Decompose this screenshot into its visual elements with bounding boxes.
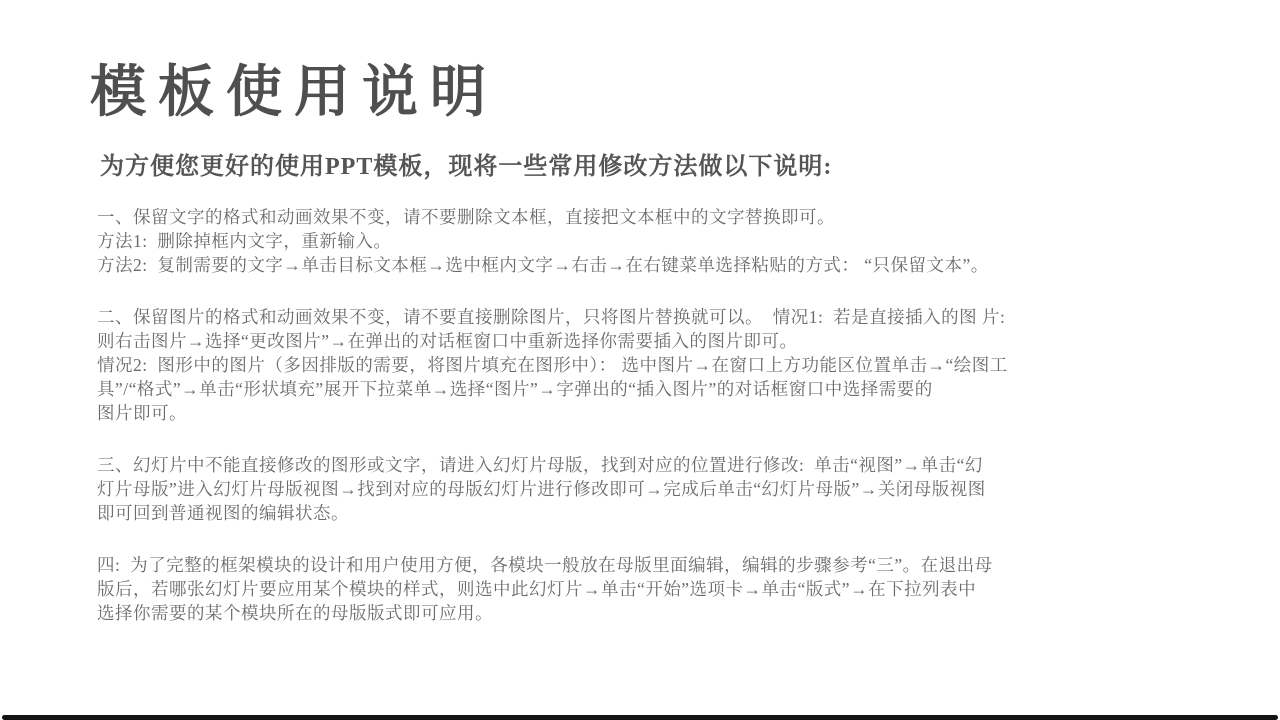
slide-subtitle: 为方便您更好的使用PPT模板，现将一些常用修改方法做以下说明:: [100, 154, 833, 180]
paragraph-line: 具”/“格式”→单击“形状填充”展开下拉菜单→选择“图片”→字弹出的“插入图片”的对话框窗口中选择需要的: [97, 379, 933, 399]
paragraph-line: 即可回到普通视图的编辑状态。: [97, 503, 349, 523]
paragraph-line: 二、保留图片的格式和动画效果不变，请不要直接删除图片，只将图片替换就可以。 情况1: 若是直接插入的图 片:: [97, 307, 1006, 327]
instruction-paragraph-4: [97, 553, 1189, 625]
paragraph-line: 图片即可。: [97, 403, 187, 423]
paragraph-line: 灯片母版”进入幻灯片母版视图→找到对应的母版幻灯片进行修改即可→完成后单击“幻灯片母版”→关闭母版视图: [97, 479, 986, 499]
paragraph-line: 一、保留文字的格式和动画效果不变，请不要删除文本框，直接把文本框中的文字替换即可。: [97, 207, 835, 227]
instruction-paragraph-1: [97, 205, 1189, 277]
paragraph-line: 版后，若哪张幻灯片要应用某个模块的样式，则选中此幻灯片→单击“开始”选项卡→单击“版式”→在下拉列表中: [97, 579, 977, 599]
paragraph-line: 方法1: 删除掉框内文字，重新输入。: [97, 231, 392, 251]
paragraph-line: 方法2: 复制需要的文字→单击目标文本框→选中框内文字→右击→在右键菜单选择粘贴的方式： “只保留文本”。: [97, 255, 989, 275]
instruction-paragraph-2: [97, 305, 1189, 425]
instruction-paragraph-3: [97, 453, 1189, 525]
paragraph-line: 则右击图片→选择“更改图片”→在弹出的对话框窗口中重新选择你需要插入的图片即可。: [97, 331, 798, 351]
instructions-text-block: [97, 205, 1189, 625]
paragraph-line: 三、幻灯片中不能直接修改的图形或文字，请进入幻灯片母版，找到对应的位置进行修改: 单击“视图”→单击“幻: [97, 455, 983, 475]
paragraph-line: 选择你需要的某个模块所在的母版版式即可应用。: [97, 603, 493, 623]
paragraph-line: 情况2: 图形中的图片（多因排版的需要，将图片填充在图形中）： 选中图片→在窗口上方功能区位置单击→“绘图工: [97, 355, 1008, 375]
paragraph-line: 四: 为了完整的框架模块的设计和用户使用方便，各模块一般放在母版里面编辑，编辑的步骤参考“三”。在退出母: [97, 555, 993, 575]
bottom-accent-bar: [2, 715, 1278, 720]
slide-title: 模板使用说明: [90, 62, 498, 124]
